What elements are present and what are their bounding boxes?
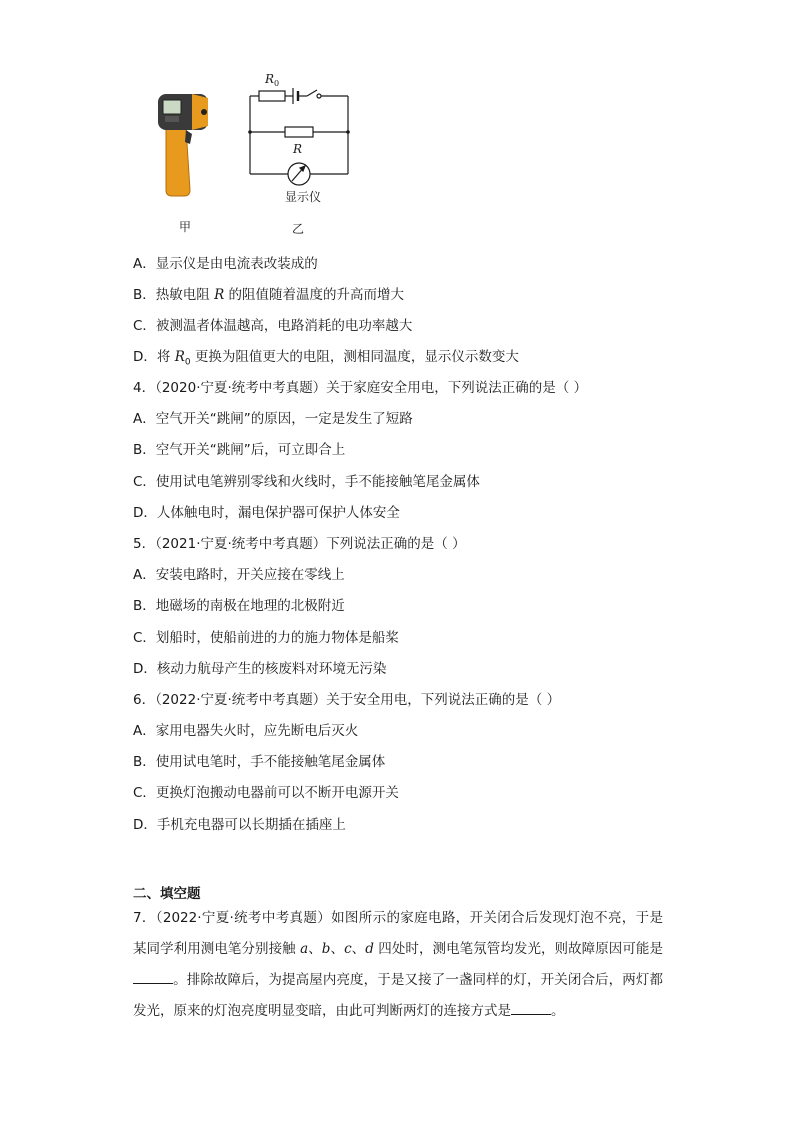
q5-option-c: C．划船时，使船前进的力的施力物体是船桨 bbox=[133, 630, 399, 646]
answer-blank-2[interactable] bbox=[511, 1000, 551, 1015]
q4-option-c: C．使用试电笔辨别零线和火线时，手不能接触笔尾金属体 bbox=[133, 474, 480, 490]
q3-option-d: D．将 $R_0$ 更换为阻值更大的电阻，测相同温度，显示仪示数变大 bbox=[133, 349, 519, 368]
q6-option-b: B．使用试电笔时，手不能接触笔尾金属体 bbox=[133, 754, 386, 770]
figure-yi-label: 乙 bbox=[292, 222, 305, 236]
q3-option-c: C．被测温者体温越高，电路消耗的电功率越大 bbox=[133, 318, 413, 334]
q4-option-a: A．空气开关“跳闸”的原因，一定是发生了短路 bbox=[133, 411, 413, 427]
meter-label: 显示仪 bbox=[285, 190, 322, 204]
thermometer-image bbox=[152, 86, 214, 198]
q5-option-d: D．核动力航母产生的核废料对环境无污染 bbox=[133, 661, 387, 677]
q5-option-b: B．地磁场的南极在地理的北极附近 bbox=[133, 598, 345, 614]
q6-option-d: D．手机充电器可以长期插在插座上 bbox=[133, 817, 346, 833]
q4-stem: 4．（2020·宁夏·统考中考真题）关于家庭安全用电，下列说法正确的是（ ） bbox=[133, 380, 588, 396]
thermometer-figure bbox=[152, 86, 214, 198]
answer-blank-1[interactable] bbox=[133, 969, 173, 984]
q6-stem: 6．（2022·宁夏·统考中考真题）关于安全用电，下列说法正确的是（ ） bbox=[133, 692, 561, 708]
q5-stem: 5．（2021·宁夏·统考中考真题）下列说法正确的是（ ） bbox=[133, 536, 466, 552]
q6-option-c: C．更换灯泡搬动电器前可以不断开电源开关 bbox=[133, 785, 399, 801]
q3-option-a: A．显示仪是由电流表改装成的 bbox=[133, 256, 318, 272]
q5-option-a: A．安装电路时，开关应接在零线上 bbox=[133, 567, 345, 583]
q3-option-b: B．热敏电阻 R 的阻值随着温度的升高而增大 bbox=[133, 287, 405, 303]
q4-option-d: D．人体触电时，漏电保护器可保护人体安全 bbox=[133, 505, 400, 521]
q7-paragraph: 7．（2022·宁夏·统考中考真题）如图所示的家庭电路，开关闭合后发现灯泡不亮，于是某同学利用测电笔分别接触 a、b、c、d 四处时，测电笔氖管均发光，则故障原因可能是。排除故障后，为提高屋内亮度，于是又接了一盏同样的灯，开关闭合后，两灯都发光，原来的灯泡亮度明显变暗，由此可判断两灯的连接方式是 。 bbox=[133, 910, 663, 1019]
r-label: R bbox=[293, 142, 303, 156]
q4-option-b: B．空气开关“跳闸”后，可立即合上 bbox=[133, 442, 346, 458]
r0-label: $R_0$ bbox=[265, 72, 280, 88]
q6-option-a: A．家用电器失火时，应先断电后灭火 bbox=[133, 723, 359, 739]
circuit-svg bbox=[245, 68, 355, 208]
section-title: 二、填空题 bbox=[133, 886, 201, 902]
circuit-diagram bbox=[245, 68, 355, 208]
figure-jia-label: 甲 bbox=[179, 220, 192, 234]
